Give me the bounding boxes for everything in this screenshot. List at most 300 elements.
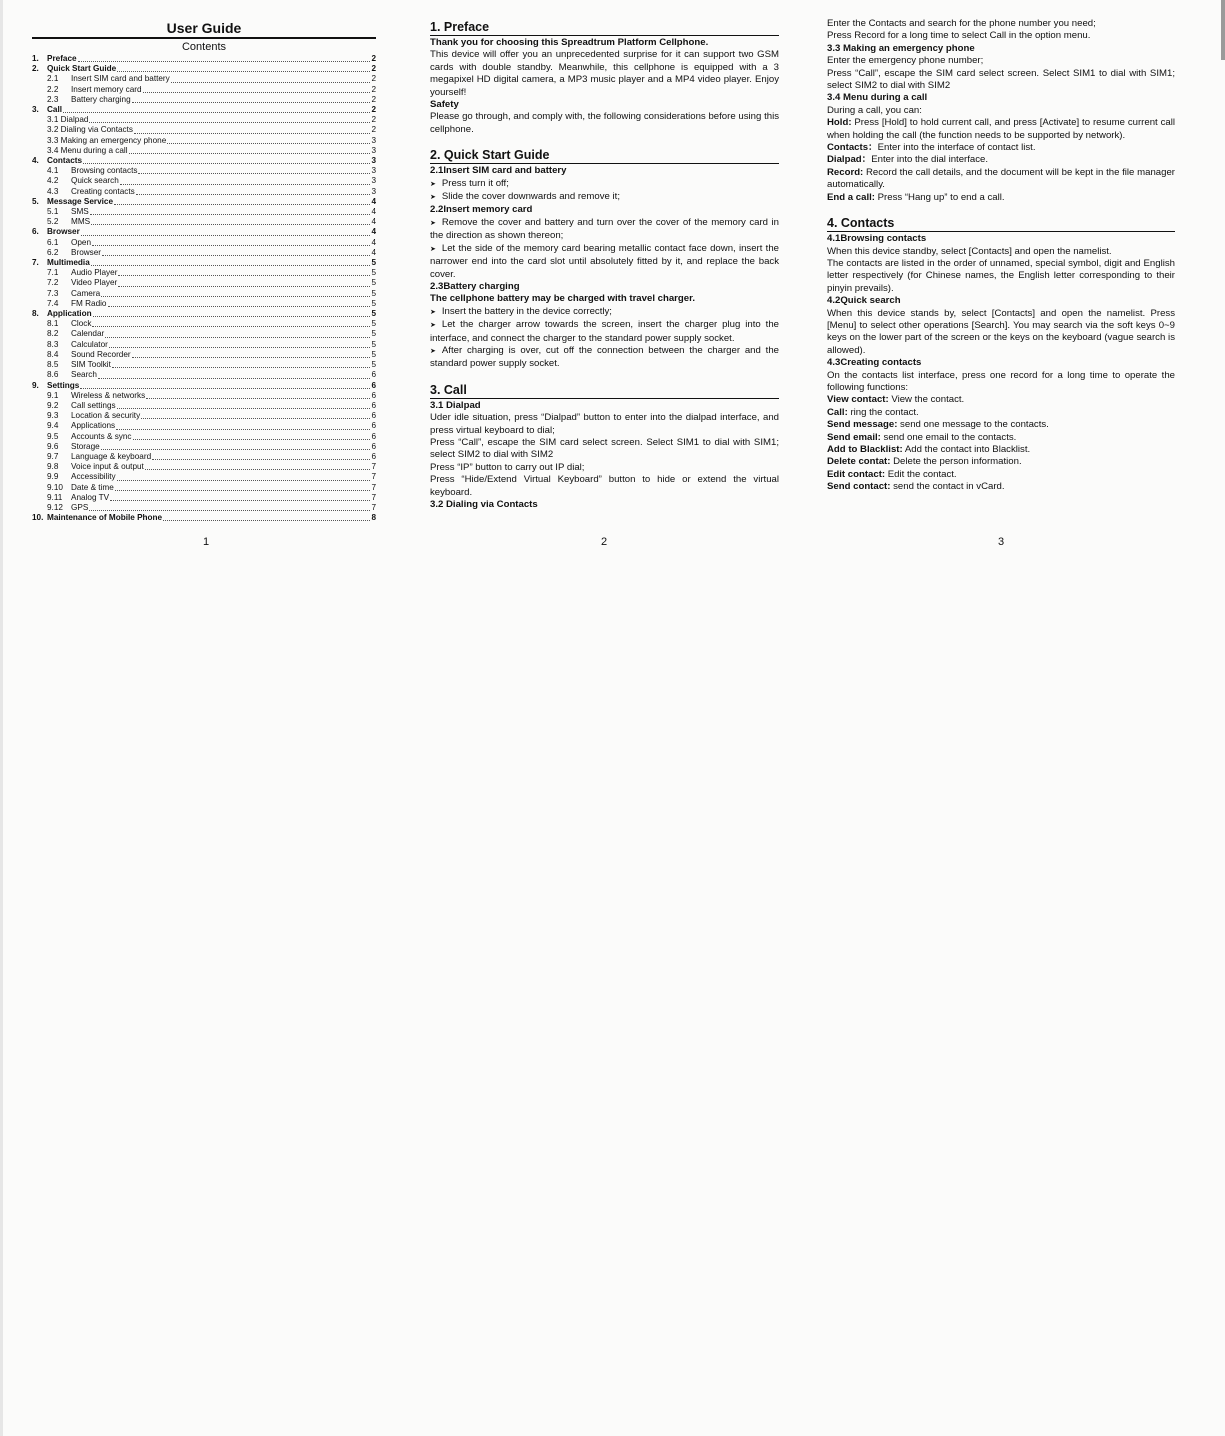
toc-entry-label: Location & security bbox=[71, 411, 141, 421]
toc-entry-number: 9.4 bbox=[47, 421, 59, 431]
paragraph: Press “Hide/Extend Virtual Keyboard” button to hide or extend the virtual keyboard. bbox=[430, 474, 779, 498]
toc-entry bbox=[32, 411, 376, 421]
page-3-column bbox=[827, 18, 1175, 494]
toc-entry-label: MMS bbox=[71, 217, 91, 227]
bullet-item: ➤ After charging is over, cut off the connection between the charger and the standard power supply socket. bbox=[430, 344, 779, 370]
toc-entry bbox=[32, 125, 376, 135]
toc-entry-page: 5 bbox=[371, 360, 376, 370]
toc-entry-label: Preface bbox=[47, 54, 77, 63]
bullet-item: ➤ Slide the cover downwards and remove it; bbox=[430, 191, 620, 203]
toc-entry-label: 3.4 Menu during a call bbox=[47, 145, 128, 155]
section-title-contacts: 4. Contacts bbox=[827, 216, 895, 231]
toc-entry bbox=[32, 54, 376, 64]
toc-entry bbox=[32, 278, 376, 288]
toc-entry-page: 5 bbox=[371, 298, 376, 308]
toc-entry-number: 7. bbox=[32, 258, 39, 268]
toc-entry-label: Applications bbox=[71, 421, 116, 431]
toc-entry-number: 9.12 bbox=[47, 502, 63, 512]
toc-entry-number: 9.10 bbox=[47, 482, 63, 492]
subsection-heading: 4.1Browsing contacts bbox=[827, 233, 927, 245]
toc-entry-page: 5 bbox=[371, 339, 376, 349]
term-view-contact: View contact: View the contact. bbox=[827, 394, 965, 406]
toc-dot-leader bbox=[63, 112, 370, 113]
page-binding-left bbox=[0, 0, 3, 1436]
toc-entry bbox=[32, 166, 376, 176]
toc-entry-label: Application bbox=[47, 309, 92, 319]
toc-entry-label: Voice input & output bbox=[71, 462, 144, 472]
toc-entry-number: 9.8 bbox=[47, 462, 59, 472]
toc-entry-label: Audio Player bbox=[71, 268, 118, 278]
paragraph: Press “Call”, escape the SIM card select screen. Select SIM1 to dial with SIM1; select SIM2 to dial with SIM2 bbox=[430, 436, 779, 461]
page-number-1: 1 bbox=[203, 536, 210, 548]
term-send-message: Send message: send one message to the contacts. bbox=[827, 419, 1049, 431]
subsection-heading: 4.3Creating contacts bbox=[827, 357, 922, 369]
toc-dot-leader bbox=[101, 296, 370, 297]
toc-dot-leader bbox=[133, 439, 371, 440]
toc-entry-page: 6 bbox=[371, 370, 376, 380]
toc-entry-label: Quick Start Guide bbox=[47, 64, 117, 74]
term-end-call: End a call: Press “Hang up” to end a call. bbox=[827, 191, 1005, 203]
toc-entry bbox=[32, 391, 376, 401]
toc-entry-page: 5 bbox=[371, 288, 376, 298]
toc-dot-leader bbox=[129, 153, 371, 154]
arrow-bullet-icon: ➤ bbox=[430, 245, 436, 253]
toc-entry-label: GPS bbox=[71, 502, 89, 512]
toc-entry-number: 9.7 bbox=[47, 451, 59, 461]
toc-entry-label: Contacts bbox=[47, 156, 83, 166]
toc-entry bbox=[32, 309, 376, 319]
toc-dot-leader bbox=[91, 224, 370, 225]
toc-entry-number: 8.2 bbox=[47, 329, 59, 339]
toc-dot-leader bbox=[83, 163, 370, 164]
subsection-heading: 3.4 Menu during a call bbox=[827, 92, 928, 104]
toc-entry-number: 3. bbox=[32, 105, 39, 115]
toc-entry bbox=[32, 329, 376, 339]
term-hold: Hold: Press [Hold] to hold current call, and press [Activate] to resume current call when holding the call (the function needs to be supported by network). bbox=[827, 117, 1175, 141]
toc-entry bbox=[32, 452, 376, 462]
term-call: Call: ring the contact. bbox=[827, 406, 919, 418]
toc-entry bbox=[32, 350, 376, 360]
section-title-call: 3. Call bbox=[430, 382, 467, 397]
toc-entry bbox=[32, 432, 376, 442]
paragraph: This device will offer you an unprecedented surprise for it can support two GSM cards with double standby. Meanwhile, this cellphone is equipped with a 3 megapixel HD digital camera, a MP3 music player and a MP4 video player. Enjoy yourself! bbox=[430, 49, 779, 98]
toc-entry-label: Insert memory card bbox=[71, 84, 142, 94]
page-number-3: 3 bbox=[998, 536, 1005, 548]
toc-entry bbox=[32, 85, 376, 95]
toc-dot-leader bbox=[134, 133, 370, 134]
toc-entry-page: 3 bbox=[371, 176, 376, 186]
toc-dot-leader bbox=[132, 357, 371, 358]
toc-entry-number: 5.2 bbox=[47, 217, 59, 227]
term-send-contact: Send contact: send the contact in vCard. bbox=[827, 481, 1005, 493]
toc-entry-label: Accounts & sync bbox=[71, 431, 132, 441]
toc-entry-page: 2 bbox=[371, 125, 376, 135]
toc-entry bbox=[32, 258, 376, 268]
toc-entry bbox=[32, 340, 376, 350]
toc-entry-label: Camera bbox=[71, 288, 101, 298]
toc-dot-leader bbox=[163, 520, 370, 521]
toc-dot-leader bbox=[78, 61, 371, 62]
toc-entry-label: Browser bbox=[71, 247, 102, 257]
toc-entry-label: FM Radio bbox=[71, 298, 107, 308]
subsection-heading: 2.2Insert memory card bbox=[430, 204, 533, 216]
toc-entry-page: 5 bbox=[371, 278, 376, 288]
toc-entry-label: Creating contacts bbox=[71, 186, 135, 196]
arrow-bullet-icon: ➤ bbox=[430, 219, 436, 227]
toc-entry-page: 3 bbox=[371, 156, 376, 166]
bullet-item: ➤ Let the charger arrow towards the screen, insert the charger plug into the interface, and connect the charger to the standard power supply socket. bbox=[430, 319, 779, 344]
toc-entry-label: 3.1 Dialpad bbox=[47, 115, 89, 125]
term-dialpad: Dialpad：Enter into the dial interface. bbox=[827, 154, 989, 166]
toc-entry-label: Battery charging bbox=[71, 94, 131, 104]
toc-entry bbox=[32, 493, 376, 503]
toc-entry-page: 4 bbox=[371, 247, 376, 257]
section-rule bbox=[430, 398, 779, 399]
term-add-to-blacklist: Add to Blacklist: Add the contact into Blacklist. bbox=[827, 444, 1031, 455]
toc-entry bbox=[32, 248, 376, 258]
toc-entry bbox=[32, 513, 376, 523]
toc-entry-number: 8. bbox=[32, 309, 39, 319]
subsection-heading: 2.1Insert SIM card and battery bbox=[430, 165, 567, 177]
toc-dot-leader bbox=[110, 500, 370, 501]
toc-dot-leader bbox=[118, 275, 370, 276]
term-delete-contact: Delete contat: Delete the person information. bbox=[827, 456, 1022, 468]
toc-entry-page: 7 bbox=[371, 502, 376, 512]
toc-dot-leader bbox=[89, 510, 370, 511]
toc-entry-number: 4. bbox=[32, 156, 39, 166]
subsection-heading: 3.3 Making an emergency phone bbox=[827, 42, 975, 54]
toc-dot-leader bbox=[117, 71, 370, 72]
paragraph: On the contacts list interface, press one record for a long time to operate the following functions: bbox=[827, 369, 1175, 393]
toc-dot-leader bbox=[141, 418, 370, 419]
arrow-bullet-icon: ➤ bbox=[430, 322, 436, 330]
toc-dot-leader bbox=[92, 245, 370, 246]
toc-entry bbox=[32, 115, 376, 125]
toc-dot-leader bbox=[138, 173, 370, 174]
toc-entry-page: 2 bbox=[371, 115, 376, 125]
paragraph: Enter the emergency phone number; bbox=[827, 55, 984, 67]
section-title-quick-start: 2. Quick Start Guide bbox=[430, 148, 550, 163]
toc-entry bbox=[32, 381, 376, 391]
toc-entry-page: 2 bbox=[371, 94, 376, 104]
toc-entry-label: Sound Recorder bbox=[71, 349, 131, 359]
paragraph: Enter the Contacts and search for the phone number you need; bbox=[827, 18, 1096, 29]
toc-entry-number: 5. bbox=[32, 196, 39, 206]
toc-entry-number: 7.4 bbox=[47, 298, 59, 308]
toc-entry bbox=[32, 421, 376, 431]
toc-entry-label: Browser bbox=[47, 227, 80, 237]
toc-entry-page: 2 bbox=[371, 105, 376, 115]
toc-entry bbox=[32, 503, 376, 513]
toc-dot-leader bbox=[132, 102, 371, 103]
toc-entry-number: 9.2 bbox=[47, 400, 59, 410]
toc-entry bbox=[32, 176, 376, 186]
page-number-2: 2 bbox=[601, 536, 608, 548]
toc-entry-number: 9.11 bbox=[47, 492, 63, 502]
toc-entry-page: 6 bbox=[371, 421, 376, 431]
toc-entry bbox=[32, 146, 376, 156]
toc-entry bbox=[32, 105, 376, 115]
toc-dot-leader bbox=[167, 143, 370, 144]
arrow-bullet-icon: ➤ bbox=[430, 194, 436, 202]
toc-entry-page: 8 bbox=[371, 513, 376, 523]
toc-entry bbox=[32, 483, 376, 493]
toc-entry-number: 2.2 bbox=[47, 84, 59, 94]
toc-entry-label: Settings bbox=[47, 380, 80, 390]
toc-entry bbox=[32, 462, 376, 472]
arrow-bullet-icon: ➤ bbox=[430, 180, 436, 188]
paragraph: Press “IP” button to carry out IP dial; bbox=[430, 461, 585, 473]
toc-entry bbox=[32, 238, 376, 248]
toc-entry-label: 3.3 Making an emergency phone bbox=[47, 135, 167, 145]
toc-entry bbox=[32, 227, 376, 237]
page-2-column bbox=[430, 18, 779, 511]
toc-entry-page: 4 bbox=[371, 207, 376, 217]
toc-entry-number: 2.1 bbox=[47, 74, 59, 84]
toc-entry-number: 4.3 bbox=[47, 186, 59, 196]
toc-entry-page: 2 bbox=[371, 54, 376, 63]
arrow-bullet-icon: ➤ bbox=[430, 347, 436, 355]
toc-entry-label: Calculator bbox=[71, 339, 108, 349]
toc-entry-label: SMS bbox=[71, 207, 89, 217]
toc-dot-leader bbox=[89, 122, 370, 123]
toc-entry-label: Storage bbox=[71, 441, 100, 451]
toc-entry bbox=[32, 64, 376, 74]
toc-dot-leader bbox=[93, 316, 371, 317]
toc-entry-page: 4 bbox=[371, 217, 376, 227]
toc-dot-leader bbox=[120, 184, 371, 185]
bullet-item: ➤ Remove the cover and battery and turn over the cover of the memory card in the direction as shown thereon; bbox=[430, 216, 779, 242]
toc-entry-page: 6 bbox=[371, 441, 376, 451]
toc-entry-page: 6 bbox=[371, 390, 376, 400]
toc-entry-number: 9. bbox=[32, 380, 39, 390]
subsection-heading: 4.2Quick search bbox=[827, 295, 901, 307]
toc-entry bbox=[32, 217, 376, 227]
toc-dot-leader bbox=[112, 367, 371, 368]
toc-entry-label: Call bbox=[47, 105, 63, 115]
safety-heading: Safety bbox=[430, 99, 459, 111]
toc-entry-page: 7 bbox=[371, 492, 376, 502]
toc-entry bbox=[32, 319, 376, 329]
toc-entry-number: 8.3 bbox=[47, 339, 59, 349]
toc-entry-page: 5 bbox=[371, 349, 376, 359]
toc-dot-leader bbox=[118, 286, 370, 287]
toc-dot-leader bbox=[152, 459, 370, 460]
toc-entry-label: Call settings bbox=[71, 400, 116, 410]
toc-entry bbox=[32, 360, 376, 370]
section-title-preface: 1. Preface bbox=[430, 20, 490, 34]
paragraph: When this device stands by, select [Contacts] and open the namelist. Press [Menu] to select other operations [Search]. You may search via the soft keys 0~9 keys on the lower part of the screen or the keys on the keyboard (vague search is allowed). bbox=[827, 307, 1175, 356]
toc-dot-leader bbox=[109, 347, 371, 348]
preface-lead: Thank you for choosing this Spreadtrum Platform Cellphone. bbox=[430, 37, 709, 48]
toc-entry bbox=[32, 299, 376, 309]
toc-entry-number: 6.2 bbox=[47, 247, 59, 257]
toc-entry-label: Browsing contacts bbox=[71, 166, 138, 176]
toc-entry-label: Open bbox=[71, 237, 92, 247]
toc-dot-leader bbox=[80, 388, 370, 389]
user-guide-title: User Guide bbox=[166, 20, 242, 36]
subsection-heading: 2.3Battery charging bbox=[430, 280, 520, 292]
term-send-email: Send email: send one email to the contacts. bbox=[827, 431, 1017, 443]
toc-entry-number: 6.1 bbox=[47, 237, 59, 247]
toc-entry-number: 8.6 bbox=[47, 370, 59, 380]
toc-dot-leader bbox=[116, 429, 370, 430]
toc-dot-leader bbox=[145, 469, 371, 470]
toc-entry-number: 7.2 bbox=[47, 278, 59, 288]
toc-dot-leader bbox=[105, 337, 370, 338]
paragraph: The contacts are listed in the order of unnamed, special symbol, digit and English letter respectively (for Chinese names, the English letter corresponding to their pinyin prevails). bbox=[827, 257, 1175, 294]
toc-entry-page: 4 bbox=[371, 196, 376, 206]
toc-dot-leader bbox=[136, 194, 371, 195]
bullet-item: ➤ Let the side of the memory card bearing metallic contact face down, insert the narrower end into the card slot until absolutely fitted by it, and replace the back cover. bbox=[430, 242, 779, 280]
toc-entry bbox=[32, 207, 376, 217]
toc-entry-label: SIM Toolkit bbox=[71, 360, 111, 370]
toc-dot-leader bbox=[146, 398, 370, 399]
paragraph: Press “Call”, escape the SIM card select screen. Select SIM1 to dial with SIM1; select SIM2 to dial with SIM2 bbox=[827, 67, 1175, 92]
toc-entry-number: 10. bbox=[32, 513, 44, 523]
toc-entry-page: 3 bbox=[371, 166, 376, 176]
toc-entry-label: Calendar bbox=[71, 329, 105, 339]
subsection-heading: 3.2 Dialing via Contacts bbox=[430, 499, 538, 510]
toc-entry bbox=[32, 74, 376, 84]
toc-dot-leader bbox=[91, 265, 371, 266]
toc-entry-page: 6 bbox=[371, 400, 376, 410]
toc-entry-label: Insert SIM card and battery bbox=[71, 74, 170, 84]
toc-entry bbox=[32, 442, 376, 452]
toc-dot-leader bbox=[114, 204, 370, 205]
toc-entry bbox=[32, 156, 376, 166]
contents-heading: Contents bbox=[181, 41, 227, 53]
toc-entry-number: 9.5 bbox=[47, 431, 59, 441]
toc-dot-leader bbox=[81, 235, 371, 236]
toc-entry-page: 7 bbox=[371, 482, 376, 492]
toc-entry bbox=[32, 401, 376, 411]
toc-entry-number: 9.3 bbox=[47, 411, 59, 421]
toc-entry-page: 2 bbox=[371, 64, 376, 74]
toc-dot-leader bbox=[90, 214, 371, 215]
toc-entry bbox=[32, 95, 376, 105]
section-rule bbox=[827, 231, 1175, 232]
toc-entry-label: Maintenance of Mobile Phone bbox=[47, 513, 163, 523]
toc-entry-label: Search bbox=[71, 370, 97, 380]
toc-entry-page: 5 bbox=[371, 268, 376, 278]
toc-entry bbox=[32, 370, 376, 380]
arrow-bullet-icon: ➤ bbox=[430, 308, 436, 316]
paragraph: Uder idle situation, press “Dialpad” button to enter into the dialpad interface, and press virtual keyboard to dial; bbox=[430, 412, 779, 436]
term-contacts: Contacts：Enter into the interface of contact list. bbox=[827, 142, 1036, 154]
toc-entry-number: 8.4 bbox=[47, 349, 59, 359]
toc-dot-leader bbox=[115, 490, 371, 491]
toc-entry bbox=[32, 268, 376, 278]
term-record: Record: Record the call details, and the document will be kept in the file manager automatically. bbox=[827, 166, 1175, 191]
toc-entry-page: 2 bbox=[371, 74, 376, 84]
toc-entry-label: Date & time bbox=[71, 482, 114, 492]
toc-entry-page: 5 bbox=[371, 329, 376, 339]
toc-entry-page: 5 bbox=[371, 319, 376, 329]
toc-dot-leader bbox=[171, 82, 371, 83]
page-edge-right bbox=[1221, 0, 1225, 60]
paragraph: Please go through, and comply with, the following considerations before using this cellphone. bbox=[430, 111, 779, 135]
toc-entry-number: 4.2 bbox=[47, 176, 59, 186]
toc-entry-number: 4.1 bbox=[47, 166, 59, 176]
toc-dot-leader bbox=[102, 255, 370, 256]
toc-entry-label: Quick search bbox=[71, 176, 119, 186]
toc-entry-number: 6. bbox=[32, 227, 39, 237]
toc-entry-page: 6 bbox=[371, 431, 376, 441]
toc-entry-page: 6 bbox=[371, 411, 376, 421]
toc-entry-page: 6 bbox=[371, 451, 376, 461]
toc-entry bbox=[32, 136, 376, 146]
toc-entry-number: 2.3 bbox=[47, 94, 59, 104]
term-edit-contact: Edit contact: Edit the contact. bbox=[827, 468, 957, 480]
toc-entry-page: 4 bbox=[371, 227, 376, 237]
toc-entry-number: 5.1 bbox=[47, 207, 59, 217]
toc-entry-label: Analog TV bbox=[71, 492, 110, 502]
toc-entry-label: Message Service bbox=[47, 196, 113, 206]
toc-dot-leader bbox=[108, 306, 371, 307]
toc-entry-label: Wireless & networks bbox=[71, 390, 146, 400]
toc-entry-page: 2 bbox=[371, 84, 376, 94]
toc-entry-number: 2. bbox=[32, 64, 39, 74]
subsection-heading: 3.1 Dialpad bbox=[430, 399, 481, 411]
toc-entry-page: 3 bbox=[371, 186, 376, 196]
toc-entry-label: Language & keyboard bbox=[71, 451, 152, 461]
toc-entry-page: 3 bbox=[371, 145, 376, 155]
toc-entry-page: 5 bbox=[371, 309, 376, 319]
toc-entry-number: 9.1 bbox=[47, 390, 59, 400]
toc-entry bbox=[32, 187, 376, 197]
title-rule bbox=[32, 37, 376, 39]
toc-entry-page: 7 bbox=[371, 462, 376, 472]
toc-dot-leader bbox=[98, 378, 370, 379]
toc-entry-label: Multimedia bbox=[47, 258, 90, 268]
toc-entry-number: 7.1 bbox=[47, 268, 59, 278]
toc-entry-page: 3 bbox=[371, 135, 376, 145]
toc-entry-page: 6 bbox=[371, 380, 376, 390]
toc-dot-leader bbox=[117, 480, 371, 481]
toc-entry-page: 7 bbox=[371, 472, 376, 482]
toc-entry-label: Accessibility bbox=[71, 472, 116, 482]
toc-entry-number: 8.5 bbox=[47, 360, 59, 370]
paragraph: During a call, you can: bbox=[827, 104, 922, 116]
toc-entry bbox=[32, 472, 376, 482]
toc-entry bbox=[32, 289, 376, 299]
toc-dot-leader bbox=[92, 326, 370, 327]
section-rule bbox=[430, 35, 779, 36]
bullet-item: ➤ Press turn it off; bbox=[430, 177, 509, 189]
toc-entry-number: 7.3 bbox=[47, 288, 59, 298]
toc-entry-page: 5 bbox=[371, 258, 376, 268]
toc-entry-number: 8.1 bbox=[47, 319, 59, 329]
toc-entry-label: Video Player bbox=[71, 278, 118, 288]
toc-entry-label: Clock bbox=[71, 319, 92, 329]
table-of-contents bbox=[32, 54, 376, 523]
toc-entry-number: 9.9 bbox=[47, 472, 59, 482]
toc-entry bbox=[32, 197, 376, 207]
toc-entry-number: 9.6 bbox=[47, 441, 59, 451]
charging-lead: The cellphone battery may be charged with travel charger. bbox=[430, 293, 695, 305]
toc-entry-label: 3.2 Dialing via Contacts bbox=[47, 125, 134, 135]
section-rule bbox=[430, 163, 779, 164]
toc-entry-page: 4 bbox=[371, 237, 376, 247]
toc-dot-leader bbox=[117, 408, 371, 409]
toc-entry-number: 1. bbox=[32, 54, 39, 63]
bullet-item: ➤ Insert the battery in the device correctly; bbox=[430, 305, 612, 317]
paragraph: Press Record for a long time to select Call in the option menu. bbox=[827, 30, 1091, 42]
toc-dot-leader bbox=[101, 449, 371, 450]
paragraph: When this device standby, select [Contacts] and open the namelist. bbox=[827, 245, 1112, 257]
toc-dot-leader bbox=[143, 92, 371, 93]
